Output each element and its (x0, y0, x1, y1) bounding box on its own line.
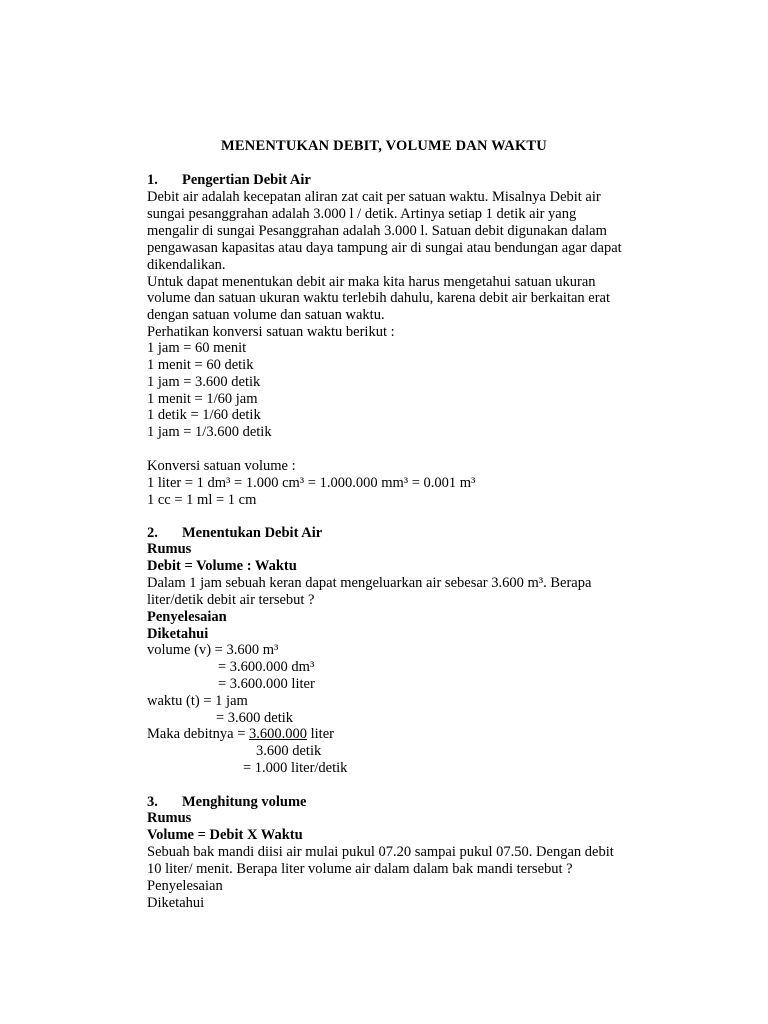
waktu-calc-line: = 3.600 detik (216, 710, 294, 726)
para1-line: mengalir di sungai Pesanggrahan adalah 3.000 l. Satuan debit digunakan dalam (147, 223, 607, 239)
section-3-problem-line: Sebuah bak mandi diisi air mulai pukul 07.20 sampai pukul 07.50. Dengan debit (147, 844, 614, 860)
time-conversion: 1 detik = 1/60 detik (147, 407, 261, 423)
volume-calc-line: volume (v) = 3.600 m³ (147, 642, 279, 658)
volume-conversion-intro: Konversi satuan volume : (147, 458, 296, 474)
para1-line: pengawasan kapasitas atau daya tampung air di sungai atau bendungan agar dapat (147, 240, 622, 256)
section-3-number: 3. (147, 794, 158, 810)
debit-result: = 1.000 liter/detik (243, 760, 348, 776)
section-3-heading: Menghitung volume (182, 794, 307, 810)
para2-line: volume dan satuan ukuran waktu terlebih dahulu, karena debit air berkaitan erat (147, 290, 611, 306)
section-3-rumus-label: Rumus (147, 810, 192, 826)
time-conversion: 1 menit = 1/60 jam (147, 391, 258, 407)
debit-numerator-unit: liter (307, 726, 334, 742)
time-conversion: 1 jam = 60 menit (147, 340, 247, 356)
section-3-diketahui: Diketahui (147, 895, 205, 911)
section-2-diketahui: Diketahui (147, 626, 209, 642)
section-1-heading: Pengertian Debit Air (182, 172, 311, 188)
section-2-heading: Menentukan Debit Air (182, 525, 323, 541)
debit-result-fraction (147, 726, 334, 743)
waktu-calc-line: waktu (t) = 1 jam (147, 693, 248, 709)
para1-line: dikendalikan. (147, 257, 226, 273)
section-1-number: 1. (147, 172, 158, 188)
debit-result-prefix: Maka debitnya = (147, 726, 249, 742)
section-2-rumus-label: Rumus (147, 541, 192, 557)
volume-conversion: 1 liter = 1 dm³ = 1.000 cm³ = 1.000.000 mm³ = 0.001 m³ (147, 475, 476, 491)
section-2-formula: Debit = Volume : Waktu (147, 558, 297, 574)
para1-line: Debit air adalah kecepatan aliran zat cait per satuan waktu. Misalnya Debit air (147, 189, 601, 205)
para1-line: sungai pesanggrahan adalah 3.000 l / detik. Artinya setiap 1 detik air yang (147, 206, 577, 222)
section-2-penyelesaian: Penyelesaian (147, 609, 227, 625)
section-3-problem-line: 10 liter/ menit. Berapa liter volume air dalam dalam bak mandi tersebut ? (147, 861, 573, 877)
para2-line: Untuk dapat menentukan debit air maka kita harus mengetahui satuan ukuran (147, 274, 596, 290)
debit-numerator: 3.600.000 (249, 726, 307, 742)
section-2-number: 2. (147, 525, 158, 541)
debit-denominator: 3.600 detik (256, 743, 322, 759)
volume-calc-line: = 3.600.000 dm³ (218, 659, 315, 675)
time-conversion: 1 jam = 1/3.600 detik (147, 424, 272, 440)
time-conversion: 1 menit = 60 detik (147, 357, 254, 373)
document-title: MENENTUKAN DEBIT, VOLUME DAN WAKTU (221, 138, 547, 154)
section-2-problem-line: Dalam 1 jam sebuah keran dapat mengeluarkan air sebesar 3.600 m³. Berapa (147, 575, 592, 591)
section-3-formula: Volume = Debit X Waktu (147, 827, 303, 843)
para2-line: dengan satuan volume dan satuan waktu. (147, 307, 385, 323)
section-3-penyelesaian: Penyelesaian (147, 878, 223, 894)
time-conversion: 1 jam = 3.600 detik (147, 374, 261, 390)
volume-conversion: 1 cc = 1 ml = 1 cm (147, 492, 257, 508)
section-2-problem-line: liter/detik debit air tersebut ? (147, 592, 315, 608)
time-conversion-intro: Perhatikan konversi satuan waktu berikut : (147, 324, 395, 340)
volume-calc-line: = 3.600.000 liter (218, 676, 315, 692)
